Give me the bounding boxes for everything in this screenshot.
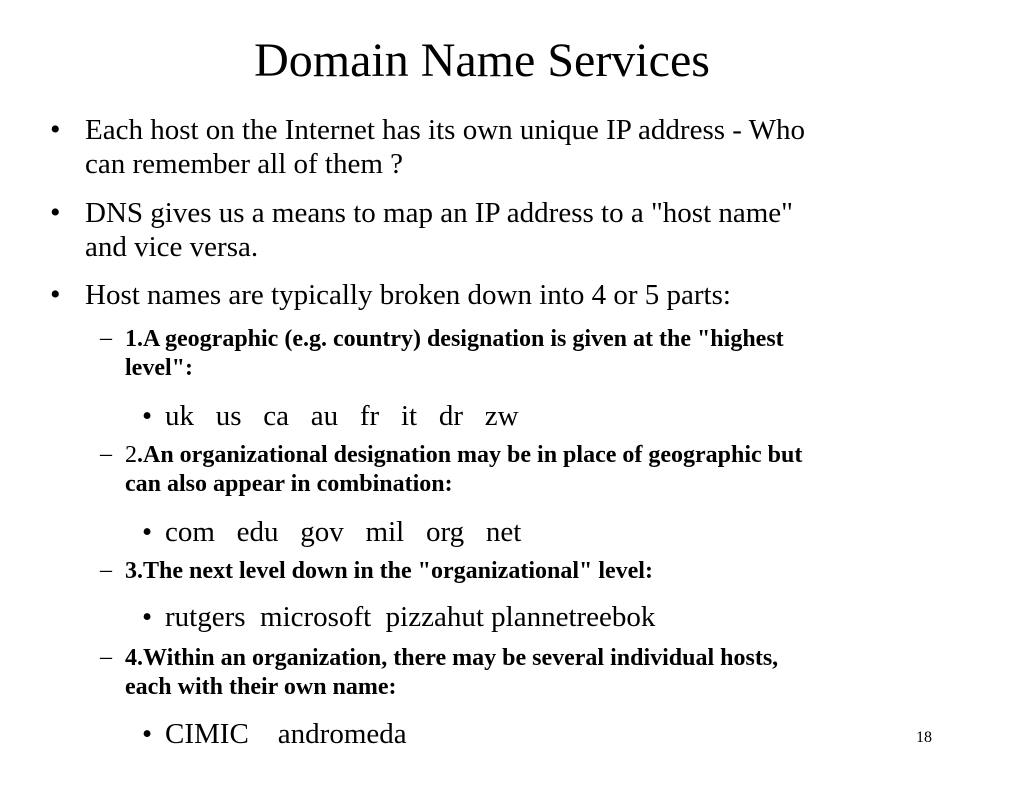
bullet-text-line: Each host on the Internet has its own unique IP address - Who: [85, 114, 806, 146]
part-text: .An organizational designation may be in place of geographic but: [137, 442, 803, 468]
bullet-text-line: Host names are typically broken down into 4 or 5 parts:: [85, 279, 731, 311]
bullet-marker: •: [50, 113, 61, 146]
bullet-text-line: can remember all of them ?: [85, 148, 404, 180]
example-bullet-marker: •: [142, 400, 153, 432]
part-number: 2: [125, 442, 137, 468]
sub-bullet-text-line: can also appear in combination:: [125, 471, 453, 497]
sub-bullet-text-line: each with their own name:: [125, 674, 397, 700]
example-bullet-marker: •: [142, 718, 153, 750]
sub-bullet-text-line: level":: [125, 355, 193, 381]
example-bullet-marker: •: [142, 601, 153, 633]
bullet-marker: •: [50, 196, 61, 229]
dash-marker: –: [100, 644, 112, 670]
bullet-text-line: and vice versa.: [85, 231, 259, 263]
bullet-marker: •: [50, 278, 61, 311]
dash-marker: –: [100, 441, 112, 467]
example-list: uk us ca au fr it dr zw: [165, 400, 519, 432]
example-list: com edu gov mil org net: [165, 516, 522, 548]
slide-title: Domain Name Services: [254, 34, 710, 87]
dash-marker: –: [100, 557, 112, 583]
example-list: rutgers microsoft pizzahut plannetreebok: [165, 601, 656, 633]
bullet-text-line: DNS gives us a means to map an IP address to a "host name": [85, 197, 794, 229]
sub-bullet-text-line: [125, 441, 802, 470]
page-number: 18: [916, 729, 932, 746]
sub-bullet-text-line: 1.A geographic (e.g. country) designation is given at the "highest: [125, 326, 784, 352]
dash-marker: –: [100, 325, 112, 351]
example-bullet-marker: •: [142, 516, 153, 548]
sub-bullet-text-line: 4.Within an organization, there may be several individual hosts,: [125, 645, 779, 671]
sub-bullet-text-line: 3.The next level down in the "organizational" level:: [125, 558, 653, 584]
example-list: CIMIC andromeda: [165, 718, 407, 750]
